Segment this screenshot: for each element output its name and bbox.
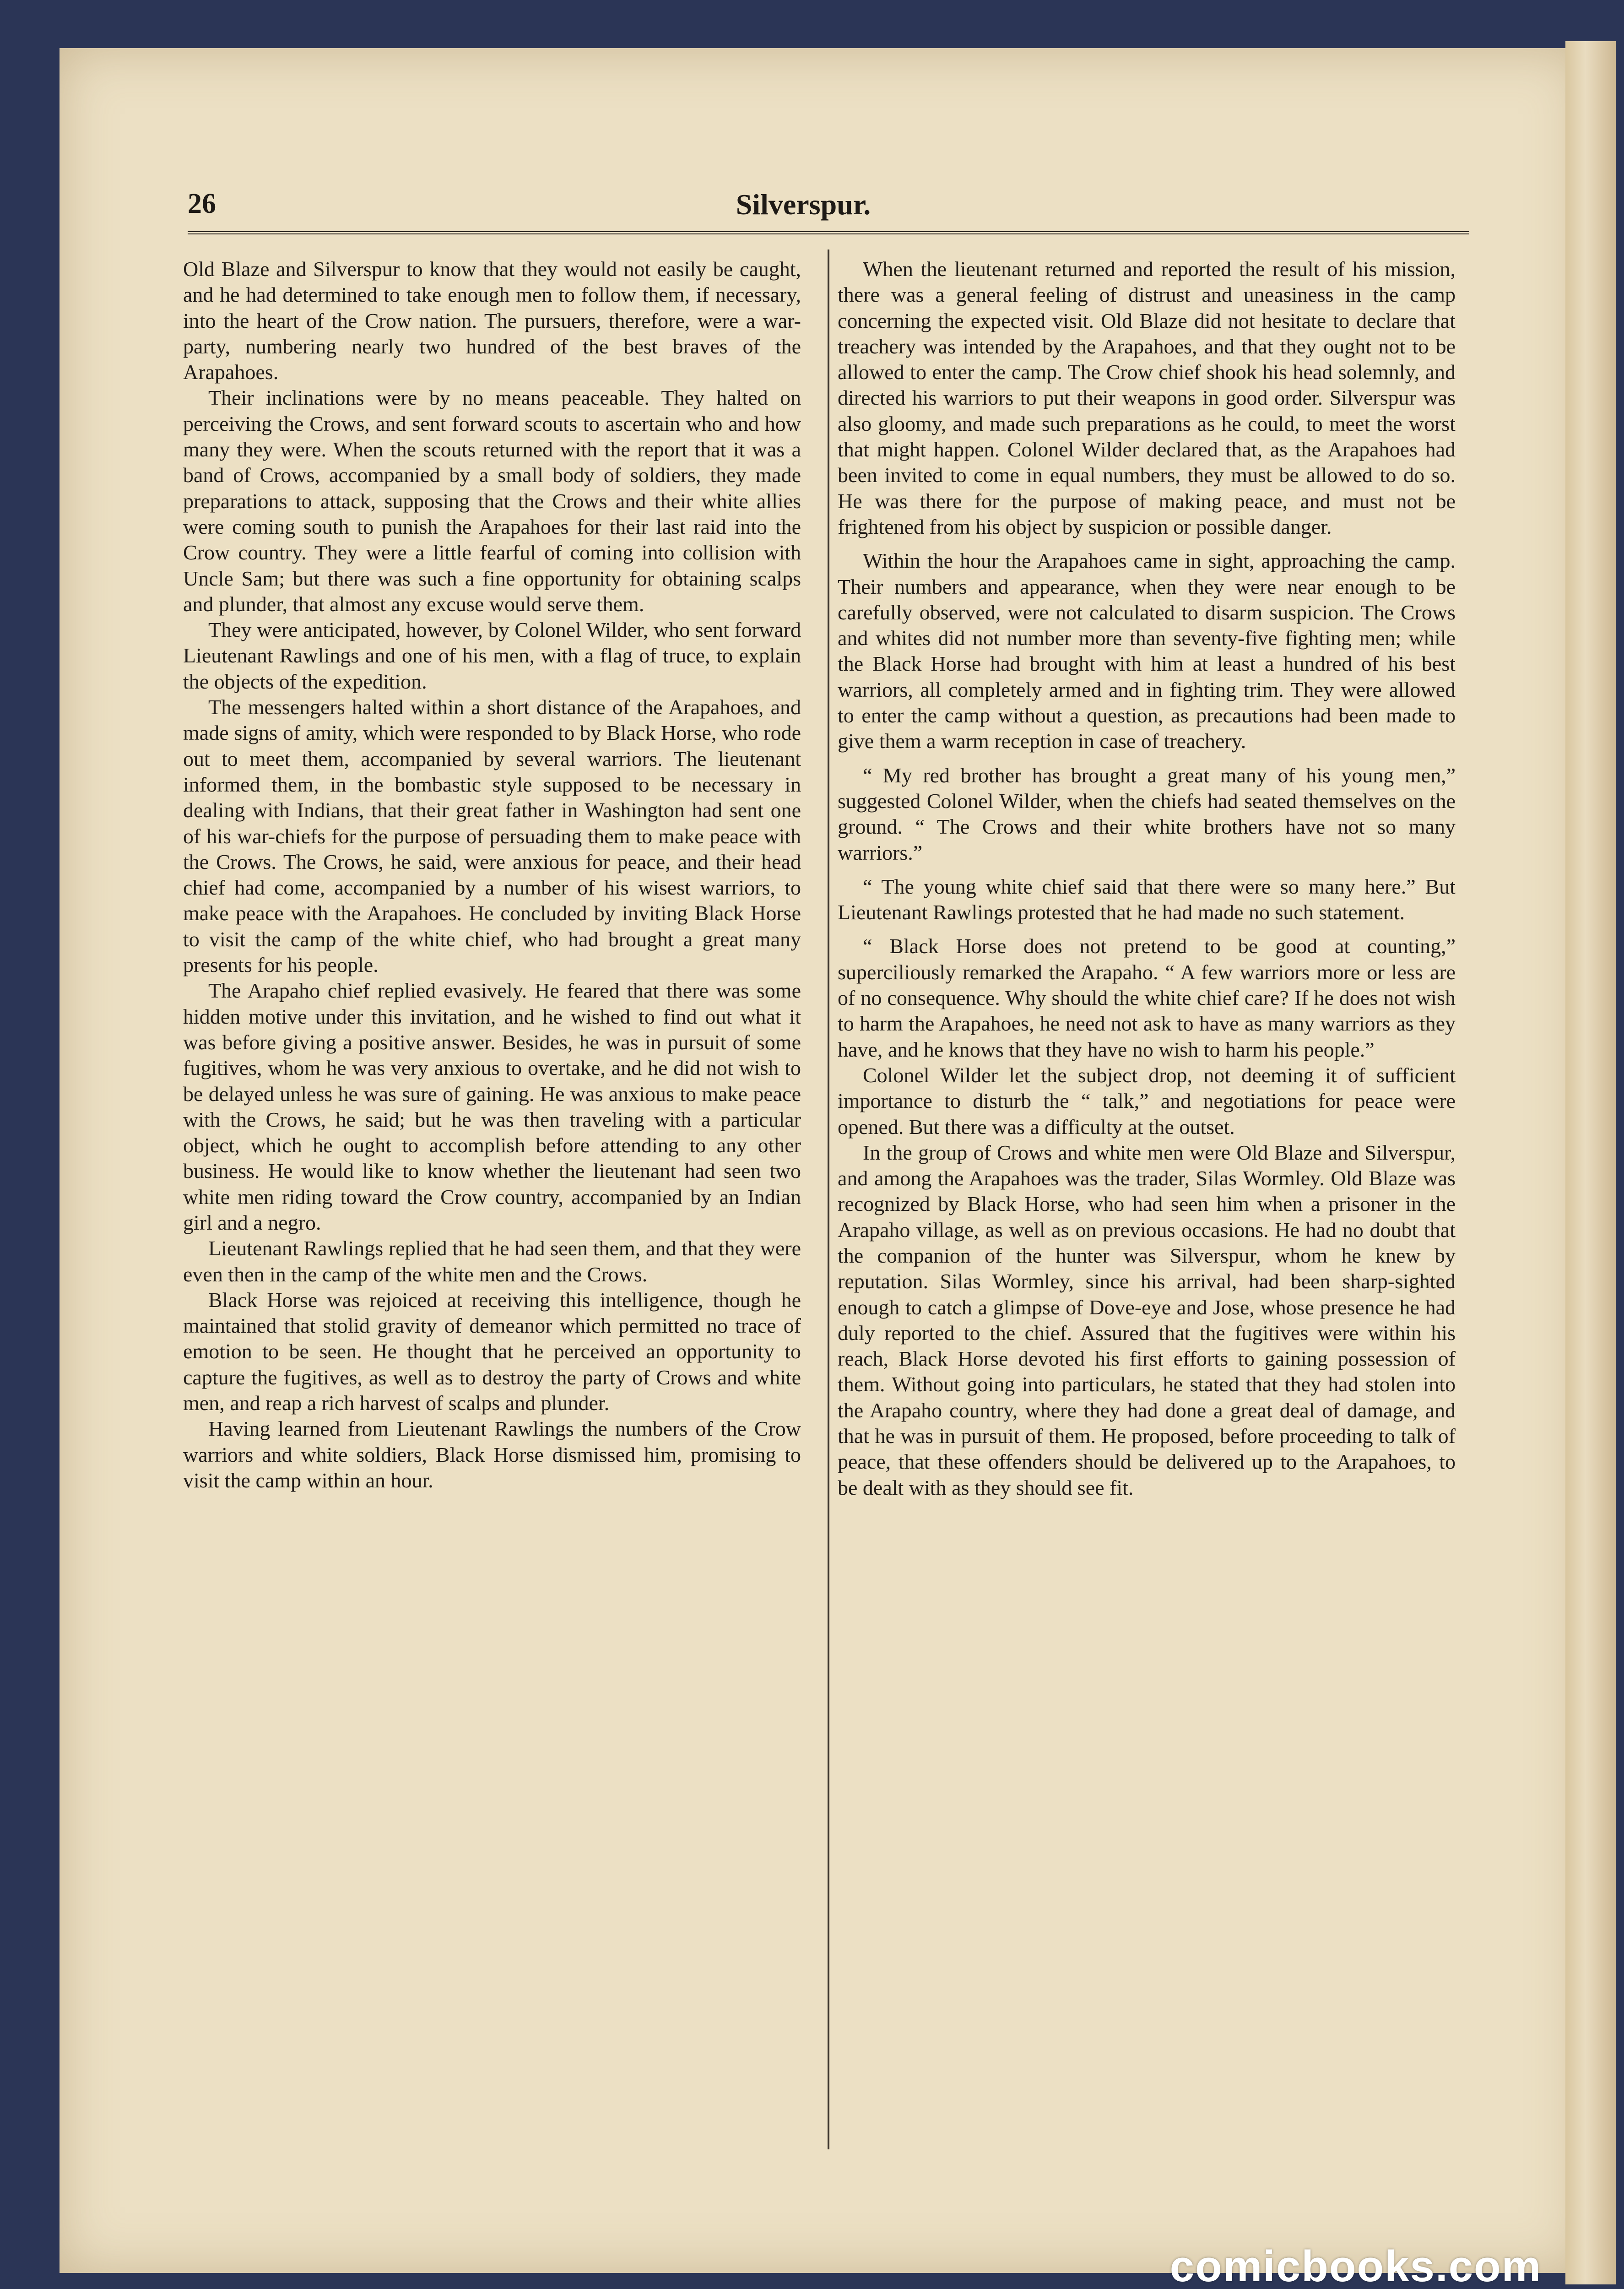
paragraph: “ The young white chief said that there were so many here.” But Lieutenant Rawlings protested that he had made no such statement. (838, 874, 1456, 924)
paragraph: The messengers halted within a short distance of the Arapahoes, and made signs of amity, which were responded to by Black Horse, who rode out to meet them, accompanied by several warriors. The lieutenant informed them, in the bombastic style supposed to be necessary in dealing with Indians, that their great father in Washington had sent one of his war-chiefs for the purpose of persuading them to make peace with the Crows. The Crows, he said, were anxious for peace, and their head chief had come, accompanied by a number of his wisest warriors, to make peace with the Arapahoes. He concluded by inviting Black Horse to visit the camp of the white chief, who had brought a great many presents for his people. (183, 695, 801, 977)
paragraph: In the group of Crows and white men were Old Blaze and Silverspur, and among the Arapahoes was the trader, Silas Wormley. Old Blaze was recognized by Black Horse, who had seen him when a prisoner in the Arapaho village, as well as on previous occasions. He had no doubt that the companion of the hunter was Silverspur, whom he knew by reputation. Silas Wormley, since his arrival, had been sharp-sighted enough to catch a glimpse of Dove-eye and Jose, whose presence he had duly reported to the chief. Assured that the fugitives were within his reach, Black Horse devoted his first efforts to gaining possession of them. Without going into particulars, he stated that they had stolen into the Arapaho country, where they had done a great deal of damage, and that he was in pursuit of them. He proposed, before proceeding to talk of peace, that these offenders should be delivered up to the Arapahoes, to be dealt with as they should see fit. (838, 1140, 1456, 1499)
column-rule (828, 250, 829, 2149)
page-number: 26 (188, 188, 216, 219)
page-header (133, 181, 1474, 236)
paragraph: When the lieutenant returned and reported the result of his mission, there was a general feeling of distrust and uneasiness in the camp concerning the expected visit. Old Blaze did not hesitate to declare that treachery was intended by the Arapahoes, and that they ought not to be allowed to enter the camp. The Crow chief shook his head solemnly, and directed his warriors to put their weapons in good order. Silverspur was also gloomy, and made such preparations as he could, to meet the worst that might happen. Colonel Wilder declared that, as the Arapahoes had been invited to come in equal numbers, they must be allowed to do so. He was there for the purpose of making peace, and must not be frightened from his object by suspicion or possible danger. (838, 257, 1456, 538)
right-column (838, 256, 1456, 2156)
paragraph: Lieutenant Rawlings replied that he had seen them, and that they were even then in the camp of the white men and the Crows. (183, 1237, 801, 1286)
header-rule (188, 231, 1469, 234)
paragraph: Colonel Wilder let the subject drop, not deeming it of sufficient importance to disturb the “ talk,” and negotiations for peace were opened. But there was a difficulty at the outset. (838, 1063, 1456, 1139)
next-page-edge (1565, 41, 1616, 2284)
paragraph: The Arapaho chief replied evasively. He feared that there was some hidden motive under this invitation, and he wished to find out what it was before giving a positive answer. Besides, he was in pursuit of some fugitives, whom he was very anxious to overtake, and he did not wish to be delayed unless he was sure of gaining. He was anxious to make peace with the Crows, he said; but he was then traveling with a particular object, which he ought to accomplish before attending to any other business. He would like to know whether the lieutenant had seen two white men riding toward the Crow country, accompanied by an Indian girl and a negro. (183, 979, 801, 1234)
paragraph: Black Horse was rejoiced at receiving this intelligence, though he maintained that stolid gravity of demeanor which permitted no trace of emotion to be seen. He thought that he perceived an opportunity to capture the fugitives, as well as to destroy the party of Crows and white men, and reap a rich harvest of scalps and plunder. (183, 1288, 801, 1415)
paragraph: Their inclinations were by no means peaceable. They halted on perceiving the Crows, and sent forward scouts to ascertain who and how many they were. When the scouts returned with the report that it was a band of Crows, accompanied by a small body of soldiers, they made preparations to attack, supposing that the Crows and their white allies were coming south to punish the Arapahoes for their last raid into the Crow country. They were a little fearful of coming into collision with Uncle Sam; but there was such a fine opportunity for obtaining scalps and plunder, that almost any excuse would serve them. (183, 386, 801, 616)
paragraph: Within the hour the Arapahoes came in sight, approaching the camp. Their numbers and appearance, when they were near enough to be carefully observed, were not calculated to disarm suspicion. The Crows and whites did not number more than seventy-five fighting men; while the Black Horse had brought with him at least a hundred of his best warriors, all completely armed and in fighting trim. They were allowed to enter the camp without a question, as precautions had been made to give them a warm reception in case of treachery. (838, 549, 1456, 753)
paragraph: Having learned from Lieutenant Rawlings the numbers of the Crow warriors and white soldiers, Black Horse dismissed him, promising to visit the camp within an hour. (183, 1417, 801, 1492)
paragraph: They were anticipated, however, by Colonel Wilder, who sent forward Lieutenant Rawlings and one of his men, with a flag of truce, to explain the objects of the expedition. (183, 618, 801, 693)
watermark: comicbooks.com (1169, 2242, 1542, 2289)
paragraph: “ My red brother has brought a great many of his young men,” suggested Colonel Wilder, when the chiefs had seated themselves on the ground. “ The Crows and their white brothers have not so many warriors.” (838, 763, 1456, 864)
paragraph: “ Black Horse does not pretend to be good at counting,” superciliously remarked the Arapaho. “ A few warriors more or less are of no consequence. Why should the white chief care? If he does not wish to harm the Arapahoes, he need not ask to have as many warriors as they have, and he knows that they have no wish to harm his people.” (838, 934, 1456, 1061)
left-column (183, 256, 801, 2156)
running-title: Silverspur. (736, 188, 871, 221)
paragraph: Old Blaze and Silverspur to know that they would not easily be caught, and he had determined to take enough men to follow them, if necessary, into the heart of the Crow nation. The pursuers, therefore, were a war-party, numbering nearly two hundred of the best braves of the Arapahoes. (183, 257, 801, 384)
